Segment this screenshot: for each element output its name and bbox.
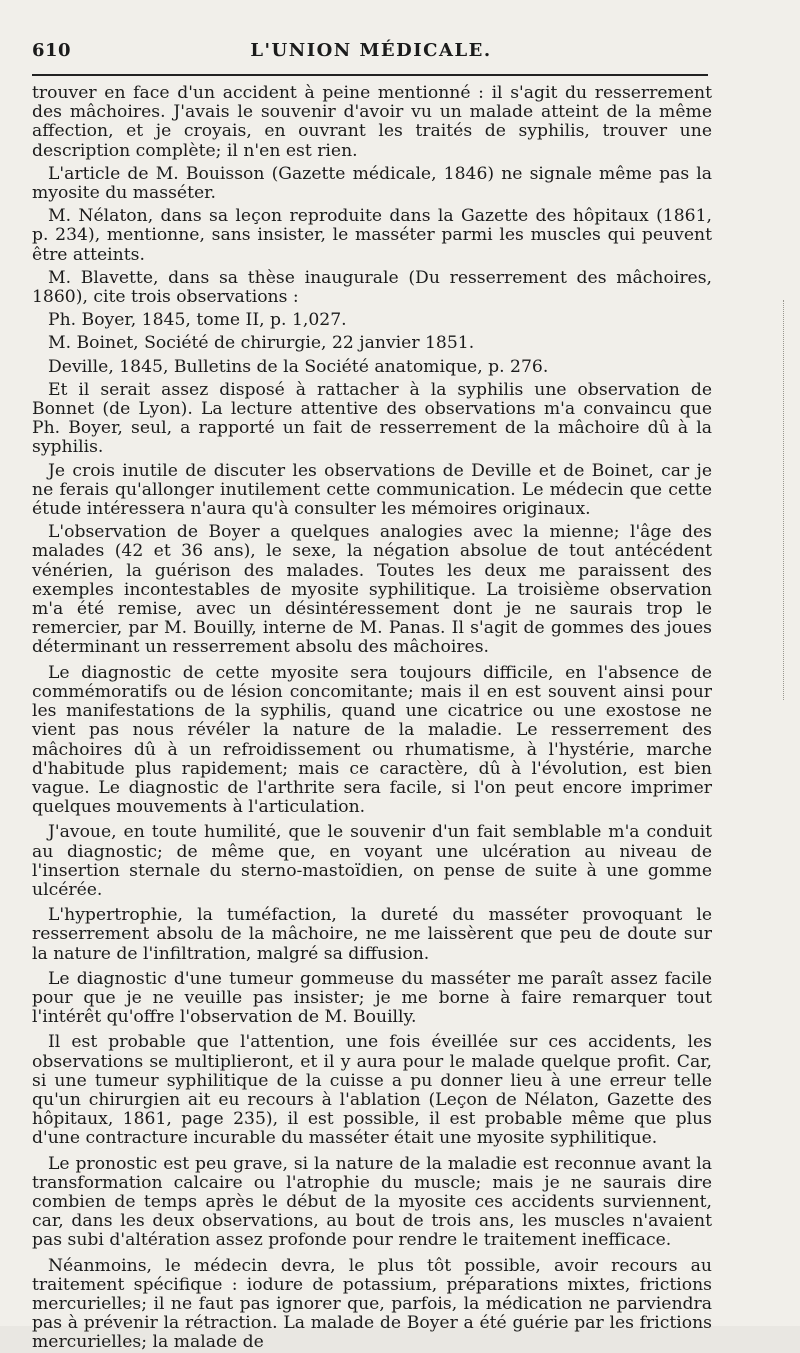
paragraph: M. Nélaton, dans sa leçon reproduite dans la Gazette des hôpitaux (1861, p. 234), mentionne, sans insister, le masséter parmi les muscles qui peuvent être atteints. [32, 206, 712, 265]
paragraph: L'article de M. Bouisson (Gazette médicale, 1846) ne signale même pas la myosite du masséter. [32, 163, 712, 204]
paragraph: Le diagnostic de cette myosite sera toujours difficile, en l'absence de commémoratifs ou de lésion concomitante; mais il en est souvent ainsi pour les manifestations de la syphilis, quand une cicatrice ou une exostose ne vient pas nous révéler la nature de la maladie. Le resserrement des mâchoires dû à un refroidissement ou rhumatisme, à l'hystérie, marche d'habitude plus rapidement; mais ce caractère, dû à l'évolution, est bien vague. Le diagnostic de l'arthrite sera facile, si l'on peut encore imprimer quelques mouvements à l'articulation. [32, 662, 712, 818]
paragraph: M. Blavette, dans sa thèse inaugurale (Du resserrement des mâchoires, 1860), cite trois observations : [32, 267, 712, 308]
page-edge-shadow [773, 300, 784, 700]
paragraph: J'avoue, en toute humilité, que le souvenir d'un fait semblable m'a conduit au diagnostic; de même que, en voyant une ulcération au niveau de l'insertion sternale du sterno-mastoïdien, on pense de suite à une gomme ulcérée. [32, 822, 712, 900]
paragraph: Néanmoins, le médecin devra, le plus tôt possible, avoir recours au traitement spécifique : iodure de potassium, préparations mixtes, frictions mercurielles; il ne faut pas ignorer que, parfois, la médication ne parviendra pas à prévenir la rétraction. La malade de Boyer a été guérie par les frictions mercurielles; la malade de [32, 1255, 712, 1353]
paragraph: L'hypertrophie, la tuméfaction, la dureté du masséter provoquant le resserrement absolu de la mâchoire, ne me laissèrent que peu de doute sur la nature de l'infiltration, malgré sa diffusion. [32, 905, 712, 964]
journal-title: L'UNION MÉDICALE. [250, 40, 492, 61]
paragraph: Et il serait assez disposé à rattacher à la syphilis une observation de Bonnet (de Lyon). La lecture attentive des observations m'a convaincu que Ph. Boyer, seul, a rapporté un fait de resserrement de la mâchoire dû à la syphilis. [32, 379, 712, 458]
page-number: 610 [32, 40, 72, 61]
paragraph: Il est probable que l'attention, une fois éveillée sur ces accidents, les observations se multiplieront, et il y aura pour le malade quelque profit. Car, si une tumeur syphilitique de la cuisse a pu donner lieu à une erreur telle qu'un chirurgien ait eu recours à l'ablation (Leçon de Nélaton, Gazette des hôpitaux, 1861, page 235), il est possible, il est probable même que plus d'une contracture incurable du masséter était une myosite syphilitique. [32, 1032, 712, 1149]
page-header [32, 40, 710, 70]
citation-item: Ph. Boyer, 1845, tome II, p. 1,027. [48, 310, 347, 331]
citation-item: M. Boinet, Société de chirurgie, 22 janvier 1851. [48, 333, 475, 354]
paragraph: Le pronostic est peu grave, si la nature de la maladie est reconnue avant la transformation calcaire ou l'atrophie du muscle; mais je ne saurais dire combien de temps après le début de la myosite ces accidents surviennent, car, dans les deux observations, au bout de trois ans, les muscles n'avaient pas subi d'altération assez profonde pour rendre le traitement inefficace. [32, 1153, 712, 1251]
article-body [32, 84, 712, 1353]
citation-item: Deville, 1845, Bulletins de la Société anatomique, p. 276. [48, 356, 549, 377]
paragraph: Je crois inutile de discuter les observations de Deville et de Boinet, car je ne ferais qu'allonger inutilement cette communication. Le médecin que cette étude intéressera n'aura qu'à consulter les mémoires originaux. [32, 460, 712, 520]
paragraph: trouver en face d'un accident à peine mentionné : il s'agit du resserrement des mâchoires. J'avais le souvenir d'avoir vu un malade atteint de la même affection, et je croyais, en ouvrant les traités de syphilis, trouver une description complète; il n'en est rien. [32, 83, 712, 161]
paragraph: L'observation de Boyer a quelques analogies avec la mienne; l'âge des malades (42 et 36 ans), le sexe, la négation absolue de tout antécédent vénérien, la guérison des malades. Toutes les deux me paraissent des exemples incontestables de myosite syphilitique. La troisième observation m'a été remise, avec un désintéressement dont je ne saurais trop le remercier, par M. Bouilly, interne de M. Panas. Il s'agit de gommes des joues déterminant un resserrement absolu des mâchoires. [32, 522, 712, 658]
paragraph: Le diagnostic d'une tumeur gommeuse du masséter me paraît assez facile pour que je ne veuille pas insister; je me borne à faire remarquer tout l'intérêt qu'offre l'observation de M. Bouilly. [32, 968, 712, 1028]
header-rule [32, 74, 708, 76]
